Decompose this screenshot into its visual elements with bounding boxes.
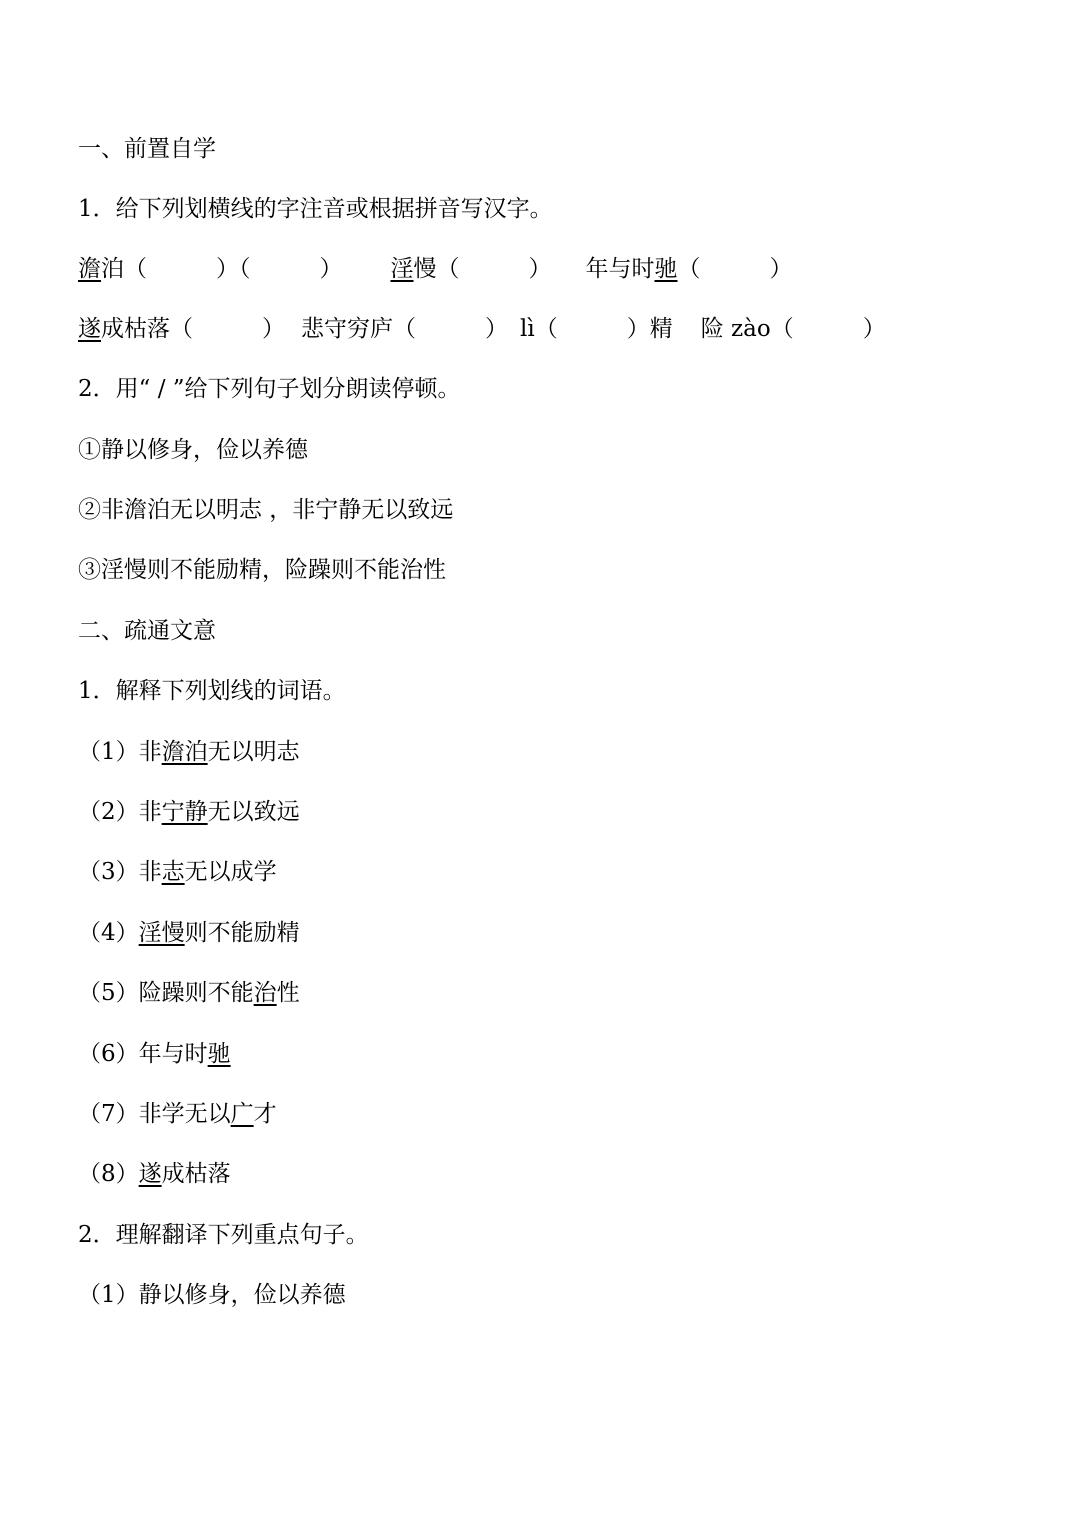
section2-heading: 二、疏通文意 bbox=[78, 618, 216, 644]
word-text: 悲守穷庐 bbox=[301, 316, 393, 342]
translation-item bbox=[78, 1280, 346, 1310]
item-number: （5） bbox=[78, 980, 139, 1006]
word-rest: 成枯落 bbox=[101, 316, 170, 342]
answer-blank[interactable]: （ ） bbox=[534, 316, 650, 342]
q1-row2 bbox=[78, 314, 886, 344]
answer-blank[interactable]: （ ） bbox=[677, 256, 793, 282]
vocab-item bbox=[78, 978, 300, 1008]
item-post: 才 bbox=[253, 1101, 277, 1127]
item-number: （6） bbox=[78, 1041, 139, 1067]
pinyin-text: 险 zào bbox=[700, 316, 771, 342]
item-pre: 非学无以 bbox=[138, 1101, 231, 1127]
vocab-item bbox=[78, 1039, 231, 1069]
underlined-word: 澹泊 bbox=[161, 739, 208, 765]
s2-q2-prompt: 2．理解翻译下列重点句子。 bbox=[78, 1222, 369, 1248]
word-rest: 慢 bbox=[413, 256, 437, 282]
underlined-char: 遂 bbox=[78, 316, 101, 342]
vocab-item bbox=[78, 1099, 277, 1129]
underlined-word: 志 bbox=[161, 859, 185, 885]
s2-q1-prompt: 1．解释下列划线的词语。 bbox=[78, 678, 346, 704]
underlined-word: 宁静 bbox=[161, 799, 208, 825]
answer-blank[interactable]: （ ）（ ） bbox=[124, 256, 343, 282]
q1-prompt: 1．给下列划横线的字注音或根据拼音写汉字。 bbox=[78, 196, 553, 222]
word-prefix: 年与时 bbox=[585, 256, 655, 282]
underlined-word: 遂 bbox=[138, 1161, 162, 1187]
answer-blank[interactable]: （ ） bbox=[393, 316, 508, 342]
item-number: （2） bbox=[78, 799, 139, 825]
vocab-item bbox=[78, 857, 277, 887]
q2-item: ①静以修身，俭以养德 bbox=[78, 437, 308, 463]
item-pre: 年与时 bbox=[138, 1041, 208, 1067]
item-number: （8） bbox=[78, 1161, 139, 1187]
item-post: 成枯落 bbox=[161, 1161, 231, 1187]
q2-prompt: 2．用“ / ”给下列句子划分朗读停顿。 bbox=[78, 376, 461, 402]
item-post: 无以成学 bbox=[184, 859, 277, 885]
q2-item: ②非澹泊无以明志 ，非宁静无以致远 bbox=[78, 497, 454, 523]
underlined-char: 驰 bbox=[654, 256, 678, 282]
answer-blank[interactable]: （ ） bbox=[170, 316, 285, 342]
item-post: 则不能励精 bbox=[184, 920, 300, 946]
item-number: （1） bbox=[78, 739, 139, 765]
sentence-text: 静以修身，俭以养德 bbox=[138, 1282, 346, 1308]
vocab-item bbox=[78, 1159, 231, 1189]
underlined-word: 驰 bbox=[207, 1041, 231, 1067]
item-number: （7） bbox=[78, 1101, 139, 1127]
word-suffix: 精 bbox=[649, 316, 673, 342]
item-pre: 非 bbox=[138, 739, 162, 765]
item-pre: 非 bbox=[138, 859, 162, 885]
answer-blank[interactable]: （ ） bbox=[436, 256, 552, 282]
underlined-word: 广 bbox=[230, 1101, 254, 1127]
underlined-word: 淫慢 bbox=[138, 920, 185, 946]
vocab-item bbox=[78, 737, 300, 767]
section1-heading: 一、前置自学 bbox=[78, 136, 216, 162]
answer-blank[interactable]: （ ） bbox=[770, 316, 886, 342]
word-rest: 泊 bbox=[101, 256, 124, 282]
underlined-char: 淫 bbox=[390, 256, 414, 282]
vocab-item bbox=[78, 918, 300, 948]
item-post: 性 bbox=[276, 980, 300, 1006]
q1-row1 bbox=[78, 254, 793, 284]
item-pre: 险躁则不能 bbox=[138, 980, 254, 1006]
underlined-word: 治 bbox=[253, 980, 277, 1006]
underlined-char: 澹 bbox=[78, 256, 101, 282]
vocab-item bbox=[78, 797, 300, 827]
item-pre: 非 bbox=[138, 799, 162, 825]
pinyin-text: lì bbox=[520, 316, 535, 342]
item-post: 无以致远 bbox=[207, 799, 300, 825]
q2-item: ③淫慢则不能励精，险躁则不能治性 bbox=[78, 557, 446, 583]
item-post: 无以明志 bbox=[207, 739, 300, 765]
item-number: （4） bbox=[78, 920, 139, 946]
item-number: （3） bbox=[78, 859, 139, 885]
item-number: （1） bbox=[78, 1282, 139, 1308]
